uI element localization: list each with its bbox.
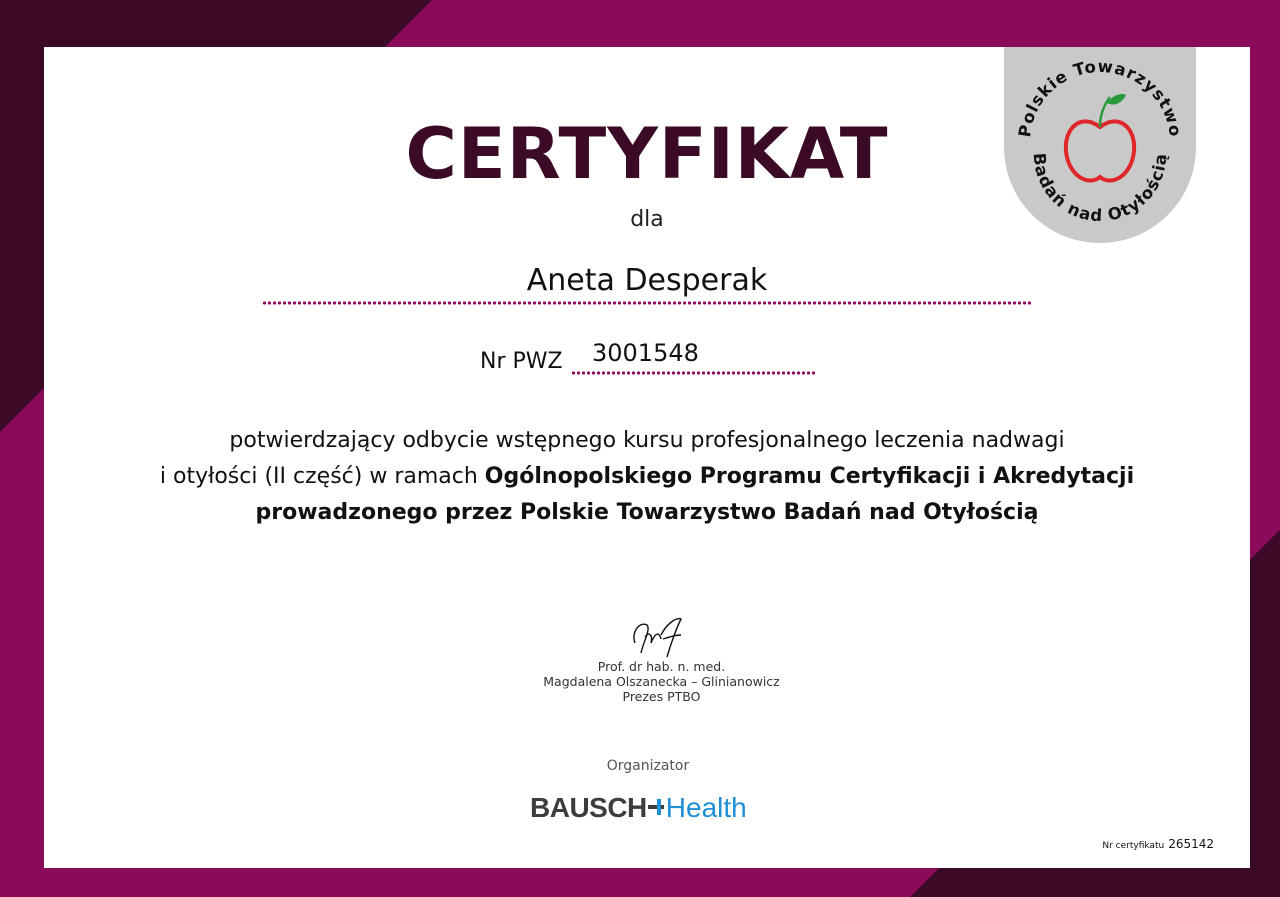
body-line-2-normal: i otyłości (II część) w ramach — [159, 464, 485, 489]
organizer-label: Organizator — [606, 758, 690, 774]
plus-icon — [648, 799, 664, 815]
body-line-1: potwierdzający odbycie wstępnego kursu profesjonalnego leczenia nadwagi — [229, 428, 1065, 453]
name-dotted-line — [262, 301, 1032, 305]
recipient-name: Aneta Desperak — [526, 263, 768, 298]
bausch-health-logo — [530, 791, 747, 825]
sponsor-name-part1: BAUSCH — [530, 792, 647, 823]
certificate-number-label: Nr certyfikatu — [1102, 841, 1165, 851]
pwz-label: Nr PWZ — [480, 349, 563, 374]
logo-text-bottom: Badań nad Otyłością — [1029, 152, 1171, 226]
pwz-dotted-line — [571, 371, 816, 375]
body-line-3-bold: prowadzonego przez Polskie Towarzystwo Badań nad Otyłością — [255, 500, 1039, 525]
body-line-3 — [44, 495, 1250, 531]
certificate-title: CERTYFIKAT — [405, 113, 889, 195]
certificate-body — [44, 423, 1250, 531]
signer-block — [44, 659, 1279, 704]
certificate-number-value: 265142 — [1168, 837, 1214, 851]
signer-title: Prof. dr hab. n. med. — [597, 659, 726, 674]
sponsor-name-part2: Health — [665, 792, 747, 823]
certificate-number — [1102, 837, 1214, 851]
for-label: dla — [630, 207, 664, 232]
body-line-2 — [44, 459, 1250, 495]
signature-mark — [627, 613, 687, 661]
logo-text-top: Polskie Towarzystwo — [1014, 56, 1185, 139]
signer-role: Prezes PTBO — [622, 689, 701, 704]
body-line-2-bold: Ogólnopolskiego Programu Certyfikacji i Akredytacji — [484, 464, 1135, 489]
pwz-number: 3001548 — [592, 339, 699, 367]
signer-name: Magdalena Olszanecka – Glinianowicz — [543, 674, 780, 689]
certificate-sheet — [44, 47, 1250, 868]
